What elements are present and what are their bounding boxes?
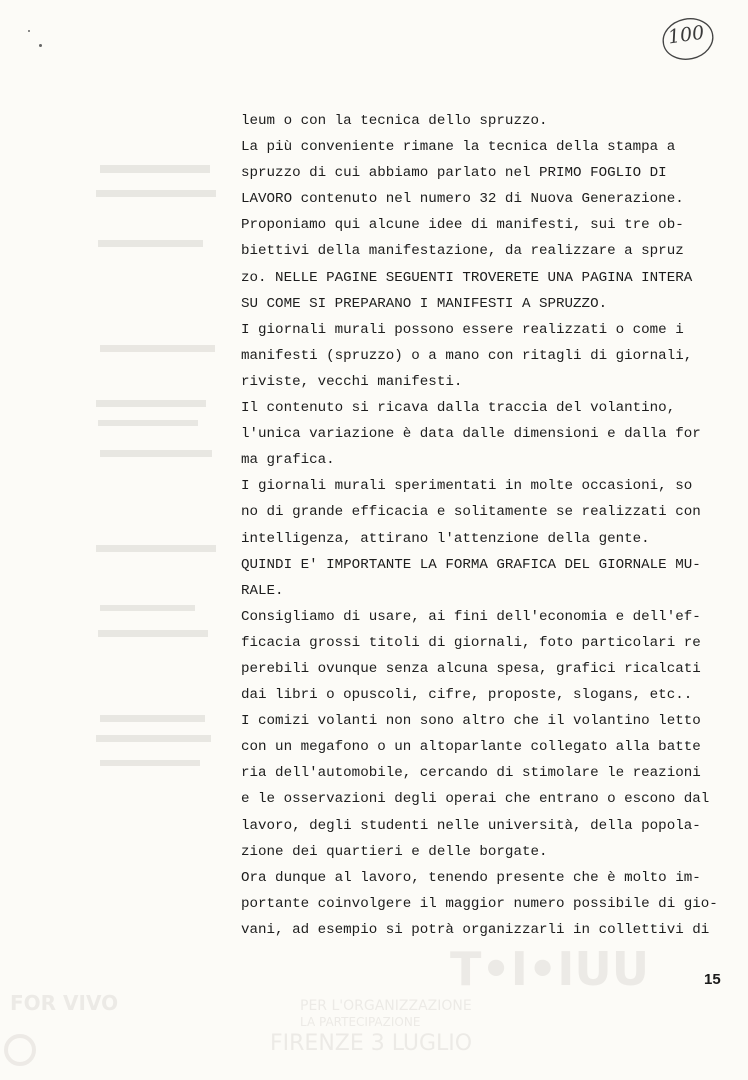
text-line: RALE. [241, 582, 284, 599]
text-line: intelligenza, attirano l'attenzione della gente. [241, 530, 650, 547]
text-line: e le osservazioni degli operai che entrano o escono dal [241, 791, 710, 808]
text-line: portante coinvolgere il maggior numero possibile di gio- [241, 895, 718, 912]
page-number: 15 [704, 971, 721, 988]
text-line: Ora dunque al lavoro, tenendo presente che è molto im- [241, 869, 701, 886]
text-line: zo. NELLE PAGINE SEGUENTI TROVERETE UNA PAGINA INTERA [241, 269, 693, 286]
ink-speck [39, 44, 42, 47]
text-line: La più convenientе rimane la tecnica della stampa a [241, 139, 676, 156]
text-line: Proponiamo qui alcune idee di manifesti, sui tre ob- [241, 217, 684, 234]
text-line: ficacia grossi titoli di giornali, foto particolari re [241, 634, 701, 651]
svg-text:FOR VIVO: FOR VIVO [10, 991, 119, 1015]
text-line: perebili ovunque senza alcuna spesa, grafici ricalcati [241, 660, 701, 677]
text-line: LAVORO contenuto nel numero 32 di Nuova Generazione. [241, 191, 684, 208]
text-line: riviste, vecchi manifesti. [241, 373, 463, 390]
text-line: SU COME SI PREPARANO I MANIFESTI A SPRUZZO. [241, 295, 608, 312]
text-line: vani, ad esempio si potrà organizzarli in collettivi di [241, 921, 710, 938]
text-line: spruzzo di cui abbiamo parlato nel PRIMO FOGLIO DI [241, 165, 667, 182]
text-line: I comizi volanti non sono altro che il volantino letto [241, 713, 701, 730]
ink-speck [28, 30, 30, 32]
text-line: ria dell'automobile, cercando di stimolare le reazioni [241, 765, 701, 782]
svg-text:PER L'ORGANIZZAZIONE: PER L'ORGANIZZAZIONE [300, 998, 472, 1014]
text-line: ma grafica. [241, 452, 335, 469]
body-text [241, 108, 718, 943]
text-line: dai libri o opuscoli, cifre, proposte, slogans, etc.. [241, 687, 693, 704]
svg-text:LA PARTECIPAZIONE: LA PARTECIPAZIONE [300, 1015, 421, 1029]
text-line: con un megafono o un altoparlante collegato alla batte [241, 739, 701, 756]
svg-text:FIRENZE 3 LUGLIO: FIRENZE 3 LUGLIO [270, 1031, 473, 1056]
text-line: I giornali murali sperimentati in molte occasioni, so [241, 478, 693, 495]
text-line: biettivi della manifestazione, da realizzare a spruz [241, 243, 684, 260]
handwritten-page-annotation: 100 [666, 21, 706, 49]
text-line: manifesti (spruzzo) o a mano con ritagli di giornali, [241, 347, 693, 364]
svg-text:T•I•IUU: T•I•IUU [450, 942, 650, 996]
text-line: QUINDI E' IMPORTANTE LA FORMA GRAFICA DEL GIORNALE MU- [241, 556, 701, 573]
text-line: I giornali murali possono essere realizzati o come i [241, 321, 684, 338]
text-line: no di grande efficacia e solitamente se realizzati con [241, 504, 701, 521]
text-line: Il contenuto si ricava dalla traccia del volantino, [241, 400, 676, 417]
text-line: Consigliamo di usare, ai fini dell'economia e dell'ef- [241, 608, 701, 625]
text-line: zione dei quartieri e delle borgate. [241, 843, 548, 860]
text-line: lavoro, degli studenti nelle università, della popola- [241, 817, 701, 834]
text-line: l'unica variazione è data dalle dimensioni e dalla for [241, 426, 701, 443]
text-line: leum o con la tecnica dello spruzzo. [241, 113, 548, 129]
